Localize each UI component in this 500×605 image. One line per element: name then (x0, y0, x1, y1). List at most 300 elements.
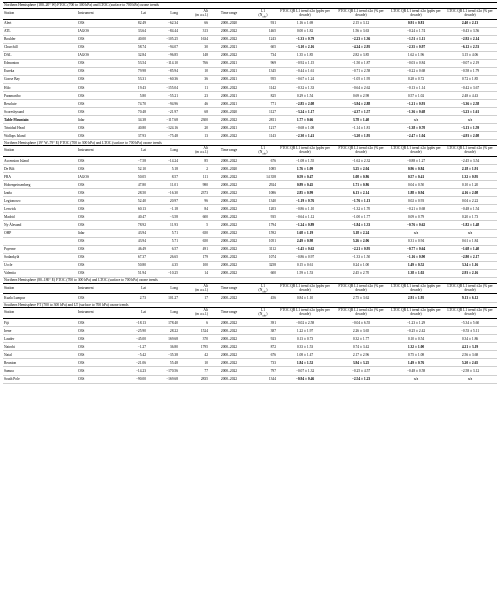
time-range-cell: 2000–2021 (209, 43, 249, 51)
long-cell: 5.18 (147, 165, 179, 173)
ftoc-percent-cell: 1.08 ± 0.86 (333, 173, 389, 181)
instrument-cell: O3S (77, 19, 121, 27)
alt-cell: 42 (179, 351, 209, 359)
time-range-cell: 2000–2022 (209, 367, 249, 375)
ltoc-percent-cell: 3.34 ± 1.16 (443, 261, 497, 269)
alt-cell: 6 (179, 319, 209, 327)
time-range-cell: 2000–2022 (209, 269, 249, 277)
instrument-cell: O3S (77, 100, 121, 108)
instrument-cell: O3S (77, 261, 121, 269)
ltoc-ppbv-cell: 0.04 ± 0.50 (389, 181, 443, 189)
ftoc-percent-cell: 0.69 ± 2.98 (333, 92, 389, 100)
ftoc-ppbv-cell: −0.44 ± 1.61 (277, 67, 333, 75)
ftoc-percent-cell: 2.75 ± 3.62 (333, 294, 389, 302)
col-header-ftoc-percent-text: FTOC QR L1 trend ±2σ (% per decade) (338, 283, 384, 292)
long-cell: 5.71 (147, 237, 179, 245)
table-row (3, 43, 497, 51)
ftoc-percent-cell: −0.25 ± 4.57 (333, 367, 389, 375)
ftoc-ppbv-cell: −0.94 ± 0.46 (277, 375, 333, 383)
station-cell: Eureka (3, 67, 77, 75)
col-header-alt (179, 8, 209, 19)
ltoc-percent-cell: 4.16 ± 2.08 (443, 189, 497, 197)
lat-cell: 51.94 (121, 269, 147, 277)
ftoc-ppbv-cell: −0.86 ± 0.97 (277, 253, 333, 261)
instrument-cell: IAGOS (77, 51, 121, 59)
col-header-station (3, 283, 77, 294)
col-header-ftoc-percent (333, 8, 389, 19)
col-header-long-text: Long (170, 285, 178, 290)
alt-cell: 13 (179, 132, 209, 140)
station-cell: Ascension Island (3, 157, 77, 165)
column-header-row (3, 283, 497, 294)
col-header-ftoc-ppbv-text: FTOC QR L1 trend ±2σ (ppbv per decade) (280, 308, 330, 317)
alt-cell: 766 (179, 59, 209, 67)
long-cell: −35.38 (147, 351, 179, 359)
col-header-time-range-text: Time range (220, 285, 238, 290)
ltoc-percent-cell: 2.56 ± 3.68 (443, 351, 497, 359)
column-header-row (3, 8, 497, 19)
alt-cell: 980 (179, 181, 209, 189)
instrument-cell: O3S (77, 319, 121, 327)
long-cell: −96.85 (147, 51, 179, 59)
ftoc-percent-cell: −4.24 ± 2.95 (333, 43, 389, 51)
col-header-instrument-text: Instrument (78, 10, 94, 15)
ftoc-ppbv-cell: −1.45 ± 0.62 (277, 245, 333, 253)
l1-label: L1 (261, 8, 265, 13)
long-cell: −170.56 (147, 367, 179, 375)
table-row (3, 359, 497, 367)
station-cell: FRA (3, 173, 77, 181)
col-header-ftoc-ppbv-text: FTOC QR L1 trend ±2σ (ppbv per decade) (280, 8, 330, 17)
ftoc-ppbv-cell: −0.68 ± 1.08 (277, 124, 333, 132)
l1-count-cell: 1086 (249, 189, 277, 197)
lat-cell: 67.37 (121, 253, 147, 261)
alt-cell: 100 (179, 261, 209, 269)
col-header-time-range-text: Time range (220, 148, 238, 153)
col-header-station-text: Station (4, 285, 15, 290)
ftoc-ppbv-cell: 1.59 ± 1.53 (277, 269, 333, 277)
time-range-cell: 2000–2022 (209, 294, 249, 302)
l1-count-cell: 387 (249, 327, 277, 335)
l1-count-cell: 931 (249, 19, 277, 27)
instrument-cell: O3S (77, 359, 121, 367)
instrument-cell: O3S (77, 197, 121, 205)
alt-unit: (m a.s.l.) (195, 12, 208, 17)
instrument-cell: lidar (77, 229, 121, 237)
table-row (3, 84, 497, 92)
ftoc-ppbv-cell: −0.92 ± 1.15 (277, 59, 333, 67)
ftoc-percent-cell: 0.24 ± 1.00 (333, 261, 389, 269)
col-header-ftoc-percent-text: FTOC QR L1 trend ±2σ (% per decade) (338, 308, 384, 317)
ltoc-ppbv-cell: −1.21 ± 0.93 (389, 100, 443, 108)
alt-cell: 179 (179, 253, 209, 261)
ltoc-ppbv-cell: 2.91 ± 1.95 (389, 294, 443, 302)
col-header-long-text: Long (170, 10, 178, 15)
l1-count-cell: 1074 (249, 253, 277, 261)
lat-cell: 79.98 (121, 67, 147, 75)
alt-cell: 10 (179, 67, 209, 75)
ftoc-ppbv-cell: 0.15 ± 0.61 (277, 261, 333, 269)
col-header-l1 (249, 283, 277, 294)
lat-cell: −18.13 (121, 319, 147, 327)
ltoc-ppbv-cell: 0.02 ± 0.93 (389, 197, 443, 205)
alt-cell: 650 (179, 229, 209, 237)
col-header-l1 (249, 8, 277, 19)
column-header-row (3, 308, 497, 319)
lat-cell: 47.80 (121, 181, 147, 189)
ltoc-percent-cell: 5.20 ± 2.65 (443, 359, 497, 367)
ftoc-percent-cell: 1.71 ± 0.86 (333, 181, 389, 189)
ltoc-ppbv-cell: 0.10 ± 0.54 (389, 335, 443, 343)
time-range-cell: 2000–2022 (209, 213, 249, 221)
long-cell: 101.27 (147, 294, 179, 302)
lat-cell: 58.74 (121, 43, 147, 51)
lat-cell: −1.27 (121, 343, 147, 351)
ftoc-percent-cell: −1.50 ± 1.87 (333, 59, 389, 67)
col-header-alt (179, 283, 209, 294)
instrument-cell: O3S (77, 213, 121, 221)
l1-label: L1 (261, 146, 265, 151)
time-range-cell: 2000–2022 (209, 205, 249, 213)
col-header-ftoc-percent (333, 283, 389, 294)
ltoc-percent-cell: −3.13 ± 1.59 (443, 124, 497, 132)
lat-cell: 40.47 (121, 213, 147, 221)
ltoc-ppbv-cell: −0.21 ± 0.68 (389, 205, 443, 213)
ltoc-ppbv-cell: −1.51 ± 1.11 (389, 35, 443, 43)
l1-count-cell: 605 (249, 43, 277, 51)
ltoc-ppbv-cell: n/a (389, 116, 443, 124)
ltoc-ppbv-cell: 0.28 ± 0.72 (389, 76, 443, 84)
col-header-ltoc-percent (443, 283, 497, 294)
long-cell: −169.68 (147, 375, 179, 383)
table-row (3, 92, 497, 100)
ltoc-ppbv-cell: 0.91 ± 0.81 (389, 19, 443, 27)
l1-count-cell: 1085 (249, 165, 277, 173)
station-cell: Natal (3, 351, 77, 359)
time-range-cell: 2000–2022 (209, 335, 249, 343)
col-header-alt (179, 308, 209, 319)
lat-cell: 53.31 (121, 76, 147, 84)
instrument-cell: O3S (77, 189, 121, 197)
instrument-cell: O3S (77, 205, 121, 213)
station-cell: Sodankylä (3, 253, 77, 261)
ftoc-percent-cell: −1.62 ± 2.32 (333, 157, 389, 165)
table-row (3, 67, 497, 75)
lat-cell: 37.93 (121, 132, 147, 140)
lat-cell: 53.54 (121, 59, 147, 67)
station-cell: Legionowo (3, 197, 77, 205)
long-cell: 55.48 (147, 359, 179, 367)
col-header-ltoc-ppbv (389, 8, 443, 19)
time-range-cell: 2000–2022 (209, 197, 249, 205)
station-cell: Hilo (3, 84, 77, 92)
ftoc-percent-cell: −1.14 ± 1.81 (333, 124, 389, 132)
lat-cell: 78.92 (121, 221, 147, 229)
alt-cell: 111 (179, 173, 209, 181)
lat-cell: −25.90 (121, 327, 147, 335)
instrument-cell: IAGOS (77, 27, 121, 35)
col-header-long (147, 146, 179, 157)
table-row (3, 189, 497, 197)
alt-label: Alt (203, 283, 208, 288)
col-header-lat (121, 283, 147, 294)
lat-cell: 34.38 (121, 116, 147, 124)
l1-count-cell: 1465 (249, 27, 277, 35)
l1-count-cell: 1142 (249, 84, 277, 92)
alt-label: Alt (203, 146, 208, 151)
table-row (3, 19, 497, 27)
ftoc-ppbv-cell: 1.08 ± 1.47 (277, 351, 333, 359)
l1-count-cell: 734 (249, 51, 277, 59)
ltoc-ppbv-cell: n/a (389, 375, 443, 383)
instrument-cell: O3S (77, 132, 121, 140)
ftoc-percent-cell: −3.20 ± 1.95 (333, 132, 389, 140)
table-row (3, 261, 497, 269)
table-row (3, 124, 497, 132)
ltoc-percent-cell: 0.34 ± 1.86 (443, 335, 497, 343)
lat-cell: −5.42 (121, 351, 147, 359)
lat-cell: −21.06 (121, 359, 147, 367)
time-range-cell: 2000–2021 (209, 76, 249, 84)
ftoc-percent-cell: −1.00 ± 1.77 (333, 213, 389, 221)
col-header-ltoc-percent-text: LTOC QR L1 trend ±2σ (% per decade) (447, 8, 493, 17)
long-cell: −62.34 (147, 19, 179, 27)
ftoc-ppbv-cell: 2.85 ± 0.99 (277, 189, 333, 197)
alt-cell: 2300 (179, 116, 209, 124)
long-cell: −1.18 (147, 205, 179, 213)
time-range-cell: 2000–2021 (209, 67, 249, 75)
time-range-cell: 2000–2022 (209, 319, 249, 327)
station-cell: Wallops Island (3, 132, 77, 140)
l1-count-cell: 825 (249, 92, 277, 100)
col-header-ltoc-percent-text: LTOC QR L1 trend ±2σ (% per decade) (447, 308, 493, 317)
station-cell: Goose Bay (3, 76, 77, 84)
alt-cell: 84 (179, 205, 209, 213)
col-header-ltoc-ppbv (389, 308, 443, 319)
alt-cell: 5 (179, 221, 209, 229)
long-cell: −84.44 (147, 27, 179, 35)
l1-count-cell: 1203 (249, 205, 277, 213)
long-cell: 8.57 (147, 173, 179, 181)
ltoc-percent-cell: 0.20 ± 1.73 (443, 213, 497, 221)
instrument-cell: O3S (77, 367, 121, 375)
table-row (3, 76, 497, 84)
ftoc-percent-cell: 3.78 ± 1.40 (333, 116, 389, 124)
ftoc-percent-cell: 3.94 ± 3.25 (333, 359, 389, 367)
ftoc-percent-cell: 3.18 ± 2.24 (333, 229, 389, 237)
lat-cell: 52.40 (121, 197, 147, 205)
ltoc-percent-cell: 9.13 ± 6.12 (443, 294, 497, 302)
long-cell: −60.36 (147, 76, 179, 84)
l1-count-cell: 872 (249, 343, 277, 351)
ltoc-ppbv-cell: 1.38 ± 1.02 (389, 269, 443, 277)
station-cell: Nairobi (3, 343, 77, 351)
station-cell: Payerne (3, 245, 77, 253)
col-header-ftoc-percent (333, 308, 389, 319)
instrument-cell: O3S (77, 124, 121, 132)
ltoc-percent-cell: 3.15 ± 4.06 (443, 51, 497, 59)
long-cell: −55.21 (147, 92, 179, 100)
l1-count-cell: 1243 (249, 35, 277, 43)
col-header-ltoc-percent (443, 146, 497, 157)
time-range-cell: 2000–2022 (209, 261, 249, 269)
lat-cell: 40.80 (121, 124, 147, 132)
lat-cell: 74.70 (121, 100, 147, 108)
col-header-station (3, 8, 77, 19)
station-cell: Fiji (3, 319, 77, 327)
station-cell: DAL (3, 51, 77, 59)
ltoc-percent-cell: −2.80 ± 2.17 (443, 253, 497, 261)
alt-unit: (m a.s.l.) (195, 287, 208, 292)
ltoc-percent-cell: −5.34 ± 5.60 (443, 319, 497, 327)
ftoc-percent-cell: −1.84 ± 1.33 (333, 221, 389, 229)
instrument-cell: O3S (77, 181, 121, 189)
ltoc-percent-cell: −0.43 ± 3.56 (443, 27, 497, 35)
alt-cell: 2835 (179, 375, 209, 383)
instrument-cell: O3S (77, 269, 121, 277)
l1-count-cell: 3258 (249, 261, 277, 269)
table-row (3, 294, 497, 302)
instrument-cell: O3S (77, 327, 121, 335)
ftoc-ppbv-cell: 1.35 ± 1.85 (277, 51, 333, 59)
ftoc-percent-cell: −1.32 ± 1.70 (333, 205, 389, 213)
table-row (3, 205, 497, 213)
col-header-lat-text: Lat (141, 310, 146, 315)
col-header-time-range (209, 146, 249, 157)
l1-count-cell: 2924 (249, 181, 277, 189)
ltoc-ppbv-cell: −0.24 ± 1.74 (389, 27, 443, 35)
time-range-cell: 2000–2022 (209, 51, 249, 59)
l1-count-cell: 1340 (249, 197, 277, 205)
time-range-cell: 2000–2022 (209, 237, 249, 245)
table-row (3, 108, 497, 116)
table-row (3, 51, 497, 59)
lat-cell: 5.80 (121, 92, 147, 100)
lat-cell: −7.58 (121, 157, 147, 165)
alt-cell: 17 (179, 294, 209, 302)
lat-cell: 70.48 (121, 108, 147, 116)
ftoc-percent-cell: 6.13 ± 2.14 (333, 189, 389, 197)
col-header-ltoc-percent (443, 308, 497, 319)
ftoc-ppbv-cell: −0.07 ± 1.32 (277, 367, 333, 375)
long-cell: −105.25 (147, 35, 179, 43)
long-cell: −3.58 (147, 213, 179, 221)
alt-cell: 148 (179, 51, 209, 59)
instrument-cell: O3S (77, 294, 121, 302)
col-header-lat (121, 8, 147, 19)
table-row (3, 367, 497, 375)
time-range-cell: 2000–2021 (209, 100, 249, 108)
instrument-cell: O3S (77, 343, 121, 351)
l1-count-cell: 676 (249, 351, 277, 359)
station-cell: Paramaribo (3, 92, 77, 100)
ftoc-percent-cell: −0.04 ± 6.55 (333, 319, 389, 327)
col-header-ltoc-ppbv (389, 146, 443, 157)
long-cell: −75.48 (147, 132, 179, 140)
station-cell: Madrid (3, 213, 77, 221)
l1-count-cell: 1217 (249, 124, 277, 132)
lat-cell: −90.00 (121, 375, 147, 383)
table-row (3, 269, 497, 277)
ftoc-ppbv-cell: 1.22 ± 1.97 (277, 327, 333, 335)
station-cell: Churchill (3, 43, 77, 51)
col-header-instrument (77, 308, 121, 319)
col-header-long (147, 283, 179, 294)
instrument-cell: O3S (77, 245, 121, 253)
table-row (3, 245, 497, 253)
col-header-ltoc-percent (443, 8, 497, 19)
col-header-instrument (77, 283, 121, 294)
instrument-cell: O3S (77, 375, 121, 383)
ltoc-percent-cell: −2.58 ± 3.12 (443, 367, 497, 375)
ftoc-percent-cell: 5.26 ± 2.06 (333, 237, 389, 245)
alt-cell: 68 (179, 108, 209, 116)
alt-cell: 650 (179, 237, 209, 245)
section-title: Southern Hemisphere FT (700 to 300 hPa) and LT (surface to 700 hPa) ozone trends (3, 302, 497, 308)
long-cell: 36.80 (147, 343, 179, 351)
alt-cell: 370 (179, 335, 209, 343)
ftoc-ppbv-cell: 0.00 ± 1.82 (277, 27, 333, 35)
time-range-cell: 2000–2021 (209, 59, 249, 67)
instrument-cell: O3S (77, 335, 121, 343)
col-header-station-text: Station (4, 148, 15, 153)
table-row (3, 327, 497, 335)
table-row (3, 165, 497, 173)
table-row (3, 116, 497, 124)
ftoc-ppbv-cell: −0.02 ± 2.58 (277, 319, 333, 327)
col-header-station (3, 146, 77, 157)
ftoc-ppbv-cell: −3.24 ± 1.17 (277, 108, 333, 116)
table-row (3, 229, 497, 237)
time-range-cell: 2000–2022 (209, 327, 249, 335)
l1-count-cell: 969 (249, 59, 277, 67)
col-header-long (147, 8, 179, 19)
time-range-cell: 2000–2022 (209, 181, 249, 189)
col-header-ftoc-ppbv-text: FTOC QR L1 trend ±2σ (ppbv per decade) (280, 283, 330, 292)
l1-count-cell: 923 (249, 335, 277, 343)
alt-cell: 77 (179, 367, 209, 375)
lat-cell: 52.10 (121, 165, 147, 173)
ltoc-ppbv-cell: 1.62 ± 1.96 (389, 51, 443, 59)
station-cell (3, 237, 77, 245)
col-header-ltoc-ppbv-text: LTOC QR L1 trend ±2σ (ppbv per decade) (391, 308, 441, 317)
l1-count-cell: 1143 (249, 132, 277, 140)
long-cell: −16.30 (147, 189, 179, 197)
station-cell: Uccle (3, 261, 77, 269)
ltoc-ppbv-cell: 0.31 ± 0.94 (389, 237, 443, 245)
time-range-cell: 2000–2022 (209, 27, 249, 35)
l1-n-sub: obs (262, 152, 267, 156)
ftoc-percent-cell: −0.64 ± 2.62 (333, 84, 389, 92)
lat-cell: 28.50 (121, 189, 147, 197)
long-cell: −94.07 (147, 43, 179, 51)
l1-count-cell: 733 (249, 359, 277, 367)
ftoc-ppbv-cell: 0.29 ± 1.54 (277, 92, 333, 100)
time-range-cell: 2000–2022 (209, 132, 249, 140)
station-cell: Izaña (3, 189, 77, 197)
alt-cell: 14 (179, 269, 209, 277)
ftoc-ppbv-cell: 1.16 ± 1.69 (277, 19, 333, 27)
l1-label: L1 (261, 283, 265, 288)
l1-n-close: ) (266, 312, 268, 317)
l1-count-cell: 771 (249, 100, 277, 108)
col-header-station-text: Station (4, 310, 15, 315)
instrument-cell: O3S (77, 165, 121, 173)
table-row (3, 157, 497, 165)
ftoc-ppbv-cell: −3.10 ± 2.16 (277, 43, 333, 51)
col-header-l1 (249, 146, 277, 157)
alt-unit: (m a.s.l.) (195, 150, 208, 155)
